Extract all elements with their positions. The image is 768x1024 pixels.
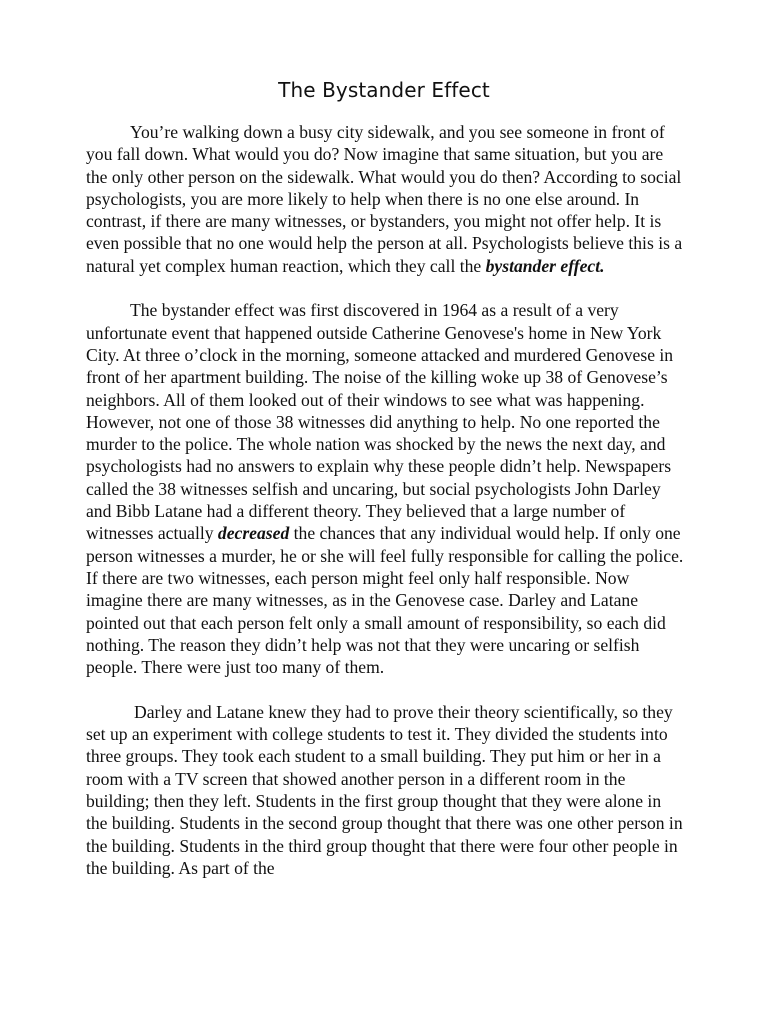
paragraph-experiment [86,701,686,879]
paragraph-intro [86,121,686,277]
paragraph-genovese-text: The bystander effect was first discovered in 1964 as a result of a very unfortunate event that happened outside Catherine Genovese's home in New York City. At three o’clock in the morning, someone attacked and murdered Genovese in front of her apartment building. The noise of the killing woke up 38 of Genovese’s neighbors. All of them looked out of their windows to see what was happening. However, not one of those 38 witnesses did anything to help. No one reported the murder to the police. The whole nation was shocked by the news the next day, and psychologists had no answers to explain why these people didn’t help. Newspapers called the 38 witnesses selfish and uncaring, but social psychologists John Darley and Bibb Latane had a different theory. They believed that a large number of witnesses actually [86,300,674,544]
key-term-bystander-effect: bystander effect. [485,255,605,276]
paragraph-experiment-text: Darley and Latane knew they had to prove their theory scientifically, so they set up an experiment with college students to test it. They divided the students into three groups. They took each student to a small building. They put him or her in a room with a TV screen that showed another person in a different room in the building; then they left. Students in the first group thought that they were alone in the building. Students in the second group thought that there was one other person in the building. Students in the third group thought that there were four other people in the building. As part of the [86,701,683,878]
paragraph-genovese-text-end: the chances that any individual would help. If only one person witnesses a murder, he or she will feel fully responsible for calling the police. If there are two witnesses, each person might feel only half responsible. Now imagine there are many witnesses, as in the Genovese case. Darley and Latane pointed out that each person felt only a small amount of responsibility, so each did nothing. The reason they didn’t help was not that they were uncaring or selfish people. There were just too many of them. [86,523,684,678]
paragraph-genovese-case [86,299,686,678]
key-term-decreased: decreased [217,523,290,544]
document-body [86,121,686,901]
document-title: The Bystander Effect [278,78,490,102]
paragraph-intro-text: You’re walking down a busy city sidewalk, and you see someone in front of you fall down. What would you do? Now imagine that same situation, but you are the only other person on the sidewalk. What would you do then? According to social psychologists, you are more likely to help when there is no one else around. In contrast, if there are many witnesses, or bystanders, you might not offer help. It is even possible that no one would help the person at all. Psychologists believe this is a natural yet complex human reaction, which they call the [86,122,683,276]
